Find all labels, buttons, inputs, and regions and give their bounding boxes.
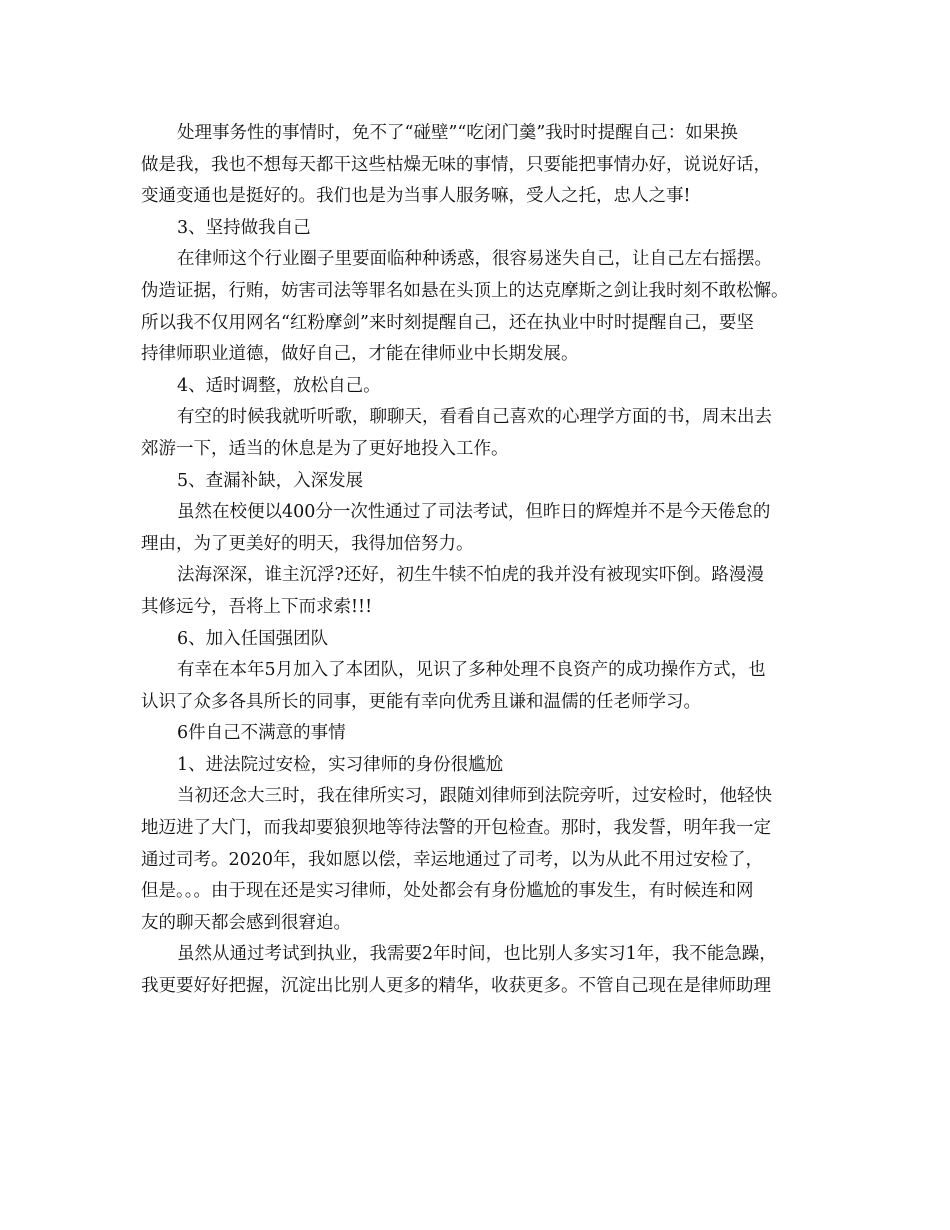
paragraph-line: 虽然从通过考试到执业，我需要2年时间，也比别人多实习1年，我不能急躁， <box>177 944 777 965</box>
paragraph-line: 友的聊天都会感到很窘迫。 <box>141 912 351 933</box>
paragraph-line: 当初还念大三时，我在律所实习，跟随刘律师到法院旁听，过安检时，他轻快 <box>177 786 772 807</box>
paragraph-line: 认识了众多各具所长的同事，更能有幸向优秀且谦和温儒的任老师学习。 <box>141 691 701 712</box>
paragraph-line: 有空的时候我就听听歌，聊聊天，看看自己喜欢的心理学方面的书，周末出去 <box>177 407 772 428</box>
paragraph-line: 通过司考。2020年，我如愿以偿，幸运地通过了司考，以为从此不用过安检了， <box>141 849 764 870</box>
document-body <box>141 118 831 1003</box>
paragraph-line: 持律师职业道德，做好自己，才能在律师业中长期发展。 <box>141 344 579 365</box>
section-heading: 3、坚持做我自己 <box>177 217 311 238</box>
paragraph-line: 虽然在校便以400分一次性通过了司法考试，但昨日的辉煌并不是今天倦怠的 <box>177 502 771 523</box>
paragraph-line: 地迈进了大门，而我却要狼狈地等待法警的开包检查。那时，我发誓，明年我一定 <box>141 818 771 839</box>
section-heading: 6、加入任国强团队 <box>177 628 329 649</box>
paragraph-line: 所以我不仅用网名“红粉摩剑”来时刻提醒自己，还在执业中时时提醒自己，要坚 <box>141 312 754 333</box>
paragraph-line: 但是。。。由于现在还是实习律师，处处都会有身份尴尬的事发生，有时候连和网 <box>141 881 754 902</box>
paragraph-line: 我更要好好把握，沉淀出比别人更多的精华，收获更多。不管自己现在是律师助理 <box>141 976 771 997</box>
paragraph-line: 处理事务性的事情时，免不了“碰壁”“吃闭门羹”我时时提醒自己：如果换 <box>177 123 738 143</box>
paragraph-line: 做是我，我也不想每天都干这些枯燥无味的事情，只要能把事情办好，说说好话， <box>141 154 771 175</box>
section-heading: 4、适时调整，放松自己。 <box>177 375 381 396</box>
paragraph-line: 其修远兮，吾将上下而求索!!! <box>141 596 373 617</box>
paragraph-line: 伪造证据，行贿，妨害司法等罪名如悬在头顶上的达克摩斯之剑让我时刻不敢松懈。 <box>141 280 789 301</box>
paragraph-line: 法海深深，谁主沉浮?还好，初生牛犊不怕虎的我并没有被现实吓倒。路漫漫 <box>177 565 764 586</box>
paragraph-line: 郊游一下，适当的休息是为了更好地投入工作。 <box>141 438 509 459</box>
paragraph-line: 理由，为了更美好的明天，我得加倍努力。 <box>141 533 474 554</box>
section-heading: 5、查漏补缺，入深发展 <box>177 470 364 491</box>
paragraph-line: 在律师这个行业圈子里要面临种种诱惑，很容易迷失自己，让自己左右摇摆。 <box>177 249 772 270</box>
paragraph-line: 变通变通也是挺好的。我们也是为当事人服务嘛，受人之托，忠人之事! <box>141 186 691 207</box>
paragraph-line: 有幸在本年5月加入了本团队，见识了多种处理不良资产的成功操作方式，也 <box>177 660 766 681</box>
section-heading: 6件自己不满意的事情 <box>177 723 346 744</box>
section-heading: 1、进法院过安检，实习律师的身份很尴尬 <box>177 754 504 775</box>
